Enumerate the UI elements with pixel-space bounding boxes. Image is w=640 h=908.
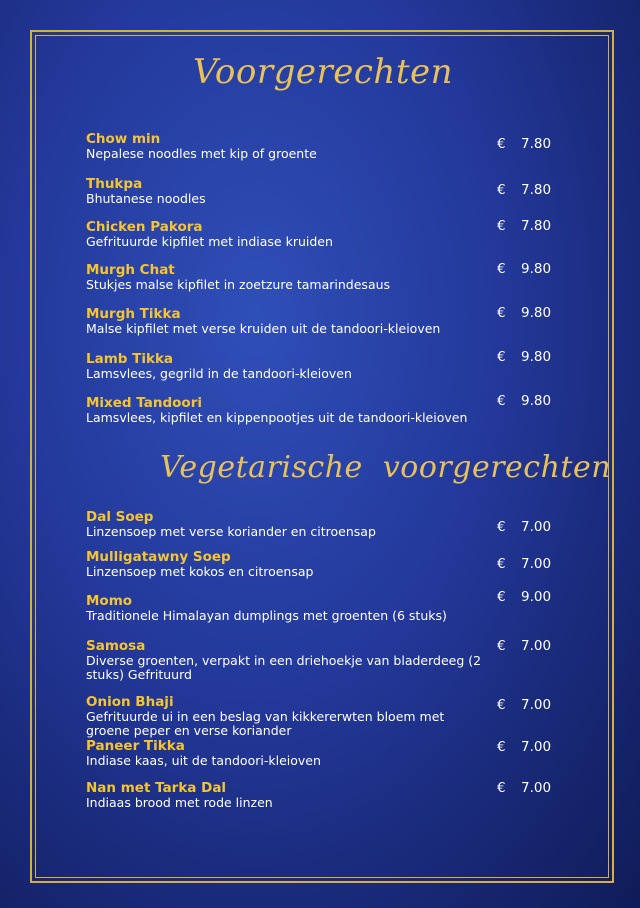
currency-symbol: € (497, 589, 506, 605)
menu-item (86, 263, 486, 292)
menu-item (86, 510, 486, 539)
price-value: 7.00 (521, 697, 552, 713)
menu-item (86, 639, 486, 682)
price-value: 9.00 (521, 589, 552, 605)
price-value: 9.80 (521, 349, 552, 365)
item-description: Diverse groenten, verpakt in een driehoekje van bladerdeeg (2 stuks) Gefrituurd (86, 653, 482, 682)
menu-item (86, 132, 486, 161)
section-title-voorgerechten: Voorgerechten (193, 52, 454, 92)
currency-symbol: € (497, 393, 506, 409)
item-description: Stukjes malse kipfilet in zoetzure tamarindesaus (86, 277, 391, 292)
item-price (497, 262, 557, 277)
price-value: 7.80 (521, 136, 552, 152)
item-description: Gefrituurde ui in een beslag van kikkererwten bloem met groene peper en verse koriander (86, 709, 445, 738)
item-price (497, 781, 557, 796)
item-price (497, 698, 557, 713)
menu-item (86, 220, 486, 249)
item-description: Linzensoep met verse koriander en citroensap (86, 524, 376, 539)
item-price (497, 520, 557, 535)
menu-item (86, 739, 486, 768)
item-price (497, 740, 557, 755)
menu-item (86, 695, 486, 738)
item-description: Nepalese noodles met kip of groente (86, 146, 317, 161)
currency-symbol: € (497, 697, 506, 713)
item-price (497, 219, 557, 234)
item-description: Traditionele Himalayan dumplings met groenten (6 stuks) (86, 608, 447, 623)
item-name: Lamb Tikka (86, 351, 174, 367)
currency-symbol: € (497, 136, 506, 152)
price-value: 7.00 (521, 780, 552, 796)
item-description: Linzensoep met kokos en citroensap (86, 564, 314, 579)
section-title-vegetarische-voorgerechten: Vegetarische voorgerechten (160, 450, 612, 485)
currency-symbol: € (497, 305, 506, 321)
menu-item (86, 177, 486, 206)
item-name: Dal Soep (86, 509, 154, 525)
item-description: Indiaas brood met rode linzen (86, 795, 273, 810)
item-description: Lamsvlees, kipfilet en kippenpootjes uit de tandoori-kleioven (86, 410, 468, 425)
menu-item (86, 550, 486, 579)
item-name: Paneer Tikka (86, 738, 185, 754)
price-value: 7.00 (521, 739, 552, 755)
menu-item (86, 594, 486, 623)
item-price (497, 590, 557, 605)
item-name: Murgh Tikka (86, 306, 181, 322)
price-value: 9.80 (521, 393, 552, 409)
price-value: 7.80 (521, 218, 552, 234)
item-name: Mixed Tandoori (86, 395, 202, 411)
currency-symbol: € (497, 739, 506, 755)
menu-item (86, 396, 486, 425)
price-value: 9.80 (521, 261, 552, 277)
item-description: Gefrituurde kipfilet met indiase kruiden (86, 234, 333, 249)
item-price (497, 306, 557, 321)
item-name: Chow min (86, 131, 161, 147)
price-value: 7.00 (521, 556, 552, 572)
item-name: Momo (86, 593, 133, 609)
item-name: Mulligatawny Soep (86, 549, 231, 565)
item-name: Onion Bhaji (86, 694, 174, 710)
currency-symbol: € (497, 349, 506, 365)
item-name: Thukpa (86, 176, 143, 192)
menu-item (86, 352, 486, 381)
price-value: 7.00 (521, 638, 552, 654)
menu-item (86, 781, 486, 810)
price-value: 7.80 (521, 182, 552, 198)
item-description: Malse kipfilet met verse kruiden uit de tandoori-kleioven (86, 321, 441, 336)
item-price (497, 350, 557, 365)
item-price (497, 639, 557, 654)
currency-symbol: € (497, 519, 506, 535)
currency-symbol: € (497, 218, 506, 234)
currency-symbol: € (497, 182, 506, 198)
item-price (497, 137, 557, 152)
item-price (497, 557, 557, 572)
item-price (497, 394, 557, 409)
item-description: Lamsvlees, gegrild in de tandoori-kleioven (86, 366, 352, 381)
currency-symbol: € (497, 556, 506, 572)
item-description: Indiase kaas, uit de tandoori-kleioven (86, 753, 321, 768)
item-name: Chicken Pakora (86, 219, 203, 235)
price-value: 7.00 (521, 519, 552, 535)
item-description: Bhutanese noodles (86, 191, 206, 206)
currency-symbol: € (497, 638, 506, 654)
menu-item (86, 307, 486, 336)
currency-symbol: € (497, 780, 506, 796)
item-name: Samosa (86, 638, 146, 654)
item-name: Murgh Chat (86, 262, 175, 278)
price-value: 9.80 (521, 305, 552, 321)
item-name: Nan met Tarka Dal (86, 780, 227, 796)
currency-symbol: € (497, 261, 506, 277)
item-price (497, 183, 557, 198)
